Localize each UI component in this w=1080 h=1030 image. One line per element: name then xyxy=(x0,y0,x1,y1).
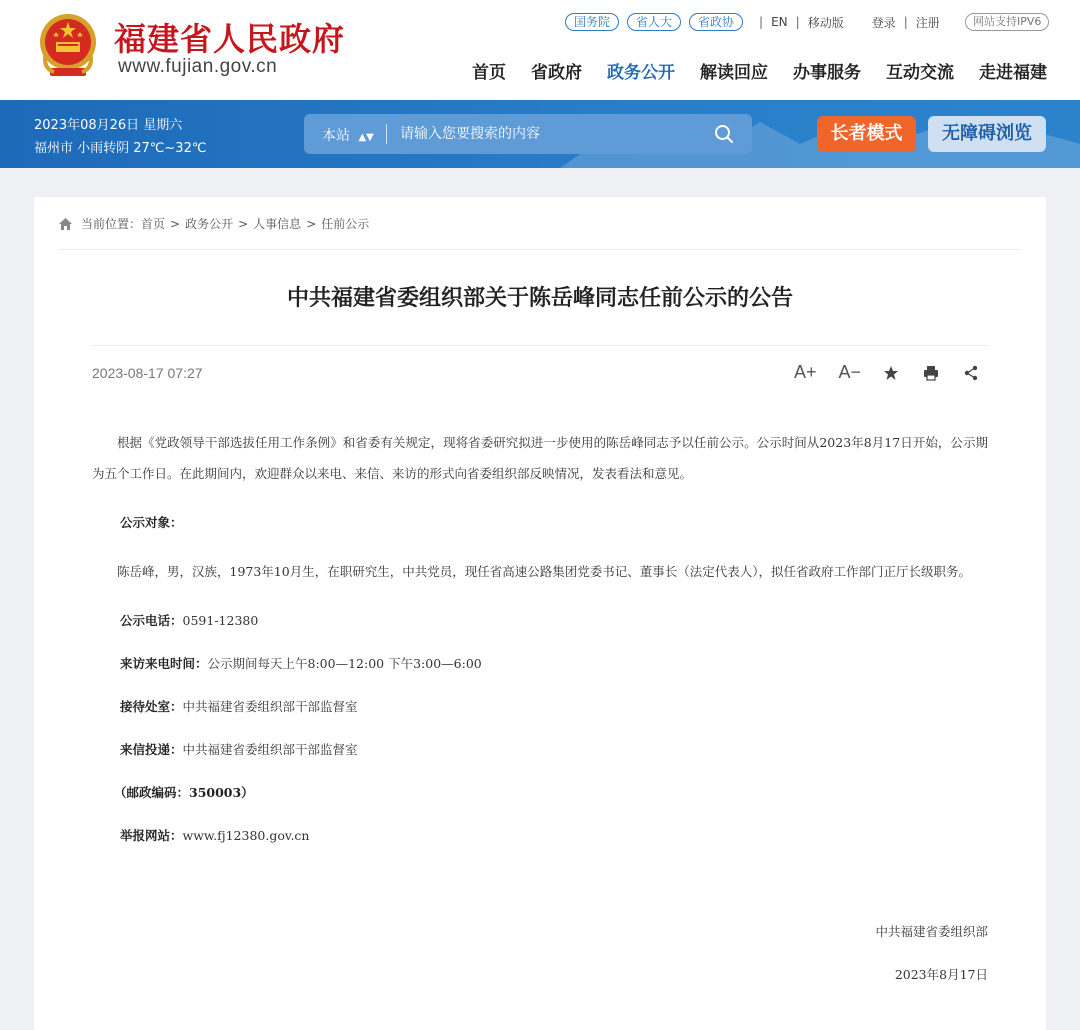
separator: | xyxy=(759,15,764,29)
publish-date: 2023-08-17 07:27 xyxy=(92,365,203,381)
divider xyxy=(58,249,1020,250)
font-decrease-button[interactable]: A− xyxy=(838,362,862,382)
breadcrumb xyxy=(58,215,369,232)
field-website xyxy=(92,814,988,857)
site-url: www.fujian.gov.cn xyxy=(118,56,278,77)
breadcrumb-home[interactable]: 首页 xyxy=(141,217,166,231)
signature-date: 2023年8月17日 xyxy=(894,967,988,982)
link-register[interactable]: 注册 xyxy=(915,15,940,30)
search-input[interactable] xyxy=(400,122,700,146)
breadcrumb-personnel[interactable]: 人事信息 xyxy=(253,217,302,231)
spacer xyxy=(92,587,988,599)
paragraph-intro: 根据《党政领导干部选拔任用工作条例》和省委有关规定，现将省委研究拟进一步使用的陈岳峰同志予以任前公示。公示时间从2023年8月17日开始，公示期为五个工作日。在此期间内，欢迎群众以来电、来信、来访的形式向省委组织部反映情况，发表看法和意见。 xyxy=(92,435,988,481)
divider xyxy=(92,345,988,346)
field-office-label: 接待处室： xyxy=(120,699,183,714)
breadcrumb-separator: > xyxy=(238,216,249,231)
breadcrumb-separator: > xyxy=(170,216,181,231)
search-icon[interactable] xyxy=(714,124,734,144)
nav-services[interactable]: 办事服务 xyxy=(793,63,861,83)
search-divider xyxy=(386,124,387,144)
nav-home[interactable]: 首页 xyxy=(472,63,506,83)
field-postcode xyxy=(92,771,988,814)
separator: | xyxy=(903,15,908,29)
link-mobile[interactable]: 移动版 xyxy=(807,15,844,30)
field-hours-value: 公示期间每天上午8:00—12:00 下午3:00—6:00 xyxy=(207,656,482,671)
nav-interpretation[interactable]: 解读回应 xyxy=(700,63,768,83)
article-tools xyxy=(794,362,979,383)
site-header xyxy=(0,0,1080,100)
nav-about-fujian[interactable]: 走进福建 xyxy=(979,63,1047,83)
link-state-council[interactable]: 国务院 xyxy=(565,13,619,31)
elder-mode-button[interactable]: 长者模式 xyxy=(817,116,916,152)
breadcrumb-separator: > xyxy=(306,216,317,231)
share-icon[interactable] xyxy=(963,365,979,381)
nav-interaction[interactable]: 互动交流 xyxy=(886,63,954,83)
article-body xyxy=(92,427,988,857)
link-provincial-congress[interactable]: 省人大 xyxy=(627,13,681,31)
field-office xyxy=(92,685,988,728)
article-title: 中共福建省委组织部关于陈岳峰同志任前公示的公告 xyxy=(286,286,793,311)
field-target xyxy=(92,501,988,544)
nav-open-affairs[interactable]: 政务公开 xyxy=(607,63,675,83)
field-mail xyxy=(92,728,988,771)
sort-arrows-icon: ▲▼ xyxy=(358,132,374,143)
nav-government[interactable]: 省政府 xyxy=(531,63,582,83)
info-search-band xyxy=(0,100,1080,168)
current-date: 2023年08月26日 星期六 xyxy=(34,118,183,133)
breadcrumb-prefix: 当前位置： xyxy=(81,217,142,231)
link-provincial-cppcc[interactable]: 省政协 xyxy=(689,13,743,31)
field-website-link[interactable]: www.fj12380.gov.cn xyxy=(182,828,310,843)
field-phone-label: 公示电话： xyxy=(120,613,183,628)
print-icon[interactable] xyxy=(923,365,939,381)
accessible-browse-button[interactable]: 无障碍浏览 xyxy=(928,116,1046,152)
star-icon[interactable] xyxy=(883,365,899,381)
national-emblem-icon[interactable] xyxy=(36,12,100,78)
main-nav xyxy=(472,58,1047,83)
home-icon xyxy=(58,217,73,231)
signature: 中共福建省委组织部 xyxy=(875,924,988,939)
site-logo-text[interactable]: 福建省人民政府 xyxy=(114,20,346,58)
field-phone xyxy=(92,599,988,642)
search-scope-select[interactable] xyxy=(322,125,374,145)
field-hours xyxy=(92,642,988,685)
field-office-value: 中共福建省委组织部干部监督室 xyxy=(182,699,358,714)
weather-info: 福州市 小雨转阴 27℃~32℃ xyxy=(34,141,207,156)
font-increase-button[interactable]: A+ xyxy=(794,362,817,382)
article-card xyxy=(34,197,1046,1030)
spacer xyxy=(92,544,988,556)
field-mail-label: 来信投递： xyxy=(120,742,183,757)
paragraph-candidate: 陈岳峰，男，汉族，1973年10月生，在职研究生，中共党员，现任省高速公路集团党委书记、董事长（法定代表人），拟任省政府工作部门正厅长级职务。 xyxy=(117,564,971,579)
breadcrumb-pre-appointment[interactable]: 任前公示 xyxy=(321,217,370,231)
field-postcode-text: （邮政编码：350003） xyxy=(114,785,254,800)
ipv6-badge: 网站支持IPV6 xyxy=(965,13,1049,31)
separator: | xyxy=(795,15,800,29)
field-mail-value: 中共福建省委组织部干部监督室 xyxy=(182,742,358,757)
link-english[interactable]: EN xyxy=(771,15,788,29)
spacer xyxy=(92,489,988,501)
field-phone-value: 0591-12380 xyxy=(182,613,259,628)
top-links xyxy=(565,12,940,32)
field-website-label: 举报网站： xyxy=(120,828,183,843)
link-login[interactable]: 登录 xyxy=(871,15,896,30)
field-hours-label: 来访来电时间： xyxy=(120,656,208,671)
search-box xyxy=(304,114,752,154)
breadcrumb-open-affairs[interactable]: 政务公开 xyxy=(185,217,234,231)
field-target-label: 公示对象： xyxy=(120,515,183,530)
search-scope-label: 本站 xyxy=(322,128,350,144)
